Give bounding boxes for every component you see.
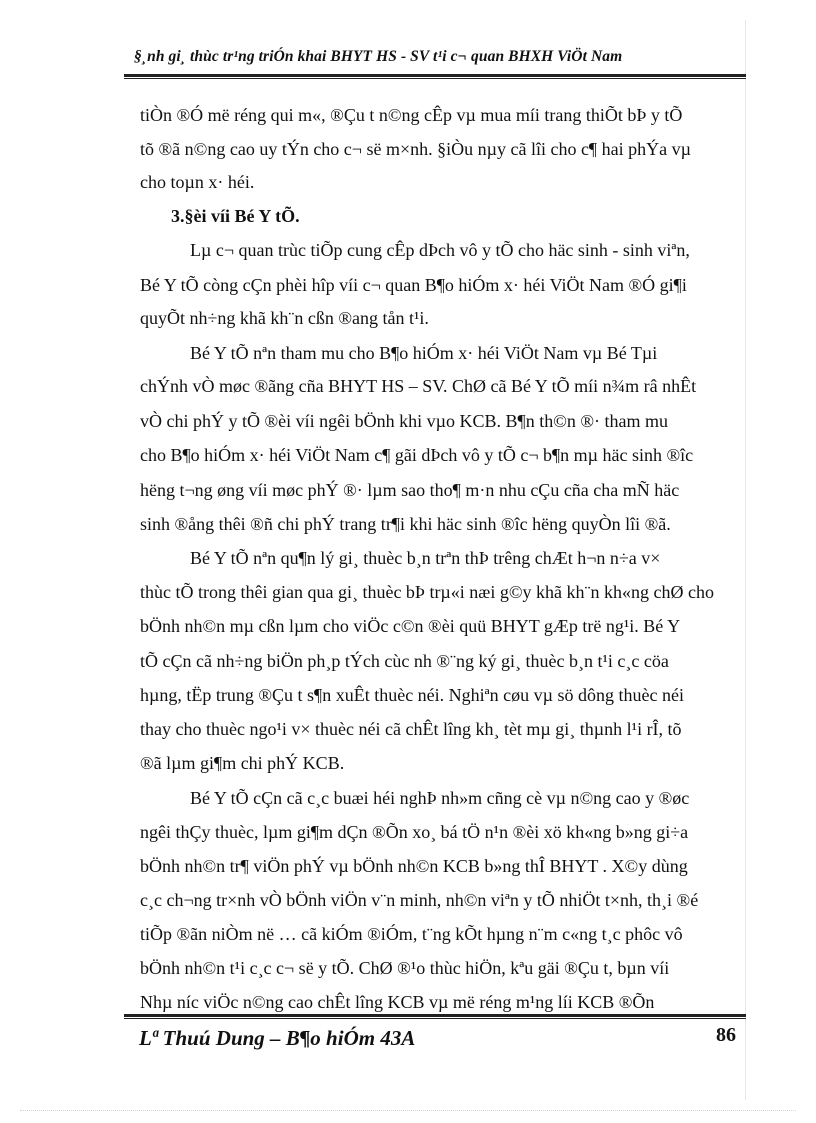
section-heading: 3.§èi víi Bé Y tÕ. [171, 206, 300, 226]
text-line: sinh ®ång thêi ®ñ chi phÝ trang tr¶i khi häc sinh ®îc hëng quyÒn lîi ®ã. [140, 514, 671, 534]
text-line: thùc tÕ trong thêi gian qua gi¸ thuèc bÞ trµ«i næi g©y khã kh¨n kh«ng chØ cho [140, 582, 714, 602]
running-header: §¸nh gi¸ thùc tr¹ng triÓn khai BHYT HS - SV t¹i c¬ quan BHXH ViÖt Nam [134, 48, 623, 65]
footer-author: Lª Thuú Dung – B¶o hiÓm 43A [139, 1026, 416, 1050]
text-line: Bé Y tÕ còng cÇn phèi hîp víi c¬ quan B¶o hiÓm x· héi ViÖt Nam ®Ó gi¶i [140, 275, 687, 295]
header-rule-thick [124, 74, 746, 77]
text-line: ngêi thÇy thuèc, lµm gi¶m dÇn ®Õn xo¸ bá tÖ n¹n ®èi xö kh«ng b»ng gi÷a [140, 822, 689, 842]
text-line: hµng, tËp trung ®Çu t s¶n xuÊt thuèc néi. Nghiªn cøu vµ sö dông thuèc néi [140, 685, 684, 705]
text-line: Bé Y tÕ cÇn cã c¸c buæi héi nghÞ nh»m cñng cè vµ n©ng cao y ®øc [190, 788, 690, 808]
text-line: Bé Y tÕ nªn qu¶n lý gi¸ thuèc b¸n trªn thÞ trêng chÆt h¬n n÷a v× [190, 548, 661, 568]
text-line: Nhµ níc viÖc n©ng cao chÊt lîng KCB vµ më réng m¹ng líi KCB ®Õn [140, 992, 655, 1012]
text-line: chÝnh vÒ møc ®ãng cña BHYT HS – SV. ChØ cã Bé Y tÕ míi n¾m râ nhÊt [140, 376, 697, 396]
text-line: cho B¶o hiÓm x· héi ViÖt Nam c¶ gãi dÞch vô y tÕ c¬ b¶n mµ häc sinh ®îc [140, 445, 694, 465]
text-line: Lµ c¬ quan trùc tiÕp cung cÊp dÞch vô y tÕ cho häc sinh - sinh viªn, [190, 240, 690, 260]
text-line: hëng t¬ng øng víi møc phÝ ®· lµm sao tho¶ m·n nhu cÇu cña cha mÑ häc [140, 480, 680, 500]
text-line: Bé Y tÕ nªn tham mu cho B¶o hiÓm x· héi ViÖt Nam vµ Bé Tµi [190, 343, 658, 363]
text-line: tiÒn ®Ó më réng qui m«, ®Çu t n©ng cÊp vµ mua míi trang thiÕt bÞ y tÕ [140, 105, 683, 125]
page-edge-line [745, 20, 746, 1100]
text-line: tõ ®ã n©ng cao uy tÝn cho c¬ së m×nh. §iÒu nµy cã lîi cho c¶ hai phÝa vµ [140, 139, 691, 159]
text-line: c¸c ch¬ng tr×nh vÒ bÖnh viÖn v¨n minh, nh©n viªn y tÕ nhiÖt t×nh, th¸i ®é [140, 890, 699, 910]
text-line: quyÕt nh÷ng khã kh¨n cßn ®ang tån t¹i. [140, 308, 429, 328]
footer-rule-thick [124, 1014, 746, 1017]
text-line: bÖnh nh©n t¹i c¸c c¬ së y tÕ. ChØ ®¹o thùc hiÖn, kªu gäi ®Çu t, bµn víi [140, 958, 670, 978]
page-bottom-divider [20, 1110, 796, 1111]
text-line: cho toµn x· héi. [140, 172, 255, 192]
text-line: tÕ cÇn cã nh÷ng biÖn ph¸p tÝch cùc nh ®¨ng ký gi¸ thuèc b¸n t¹i c¸c cöa [140, 651, 669, 671]
text-line: ®ã lµm gi¶m chi phÝ KCB. [140, 753, 345, 773]
text-line: thay cho thuèc ngo¹i v× thuèc néi cã chÊt lîng kh¸ tèt mµ gi¸ thµnh l¹i rÎ, tõ [140, 719, 682, 739]
text-line: tiÕp ®ãn niÒm në … cã kiÓm ®iÓm, t¨ng kÕt hµng n¨m c«ng t¸c phôc vô [140, 924, 683, 944]
text-line: vÒ chi phÝ y tÕ ®èi víi ngêi bÖnh khi vµo KCB. B¶n th©n ®· tham mu [140, 411, 669, 431]
header-rule-thin [124, 78, 746, 79]
text-line: bÖnh nh©n mµ cßn lµm cho viÖc c©n ®èi quü BHYT gÆp trë ng¹i. Bé Y [140, 616, 681, 636]
text-line: bÖnh nh©n tr¶ viÖn phÝ vµ bÖnh nh©n KCB b»ng thÎ BHYT . X©y dùng [140, 856, 688, 876]
page-number: 86 [716, 1024, 736, 1046]
footer-rule-thin [124, 1018, 746, 1019]
